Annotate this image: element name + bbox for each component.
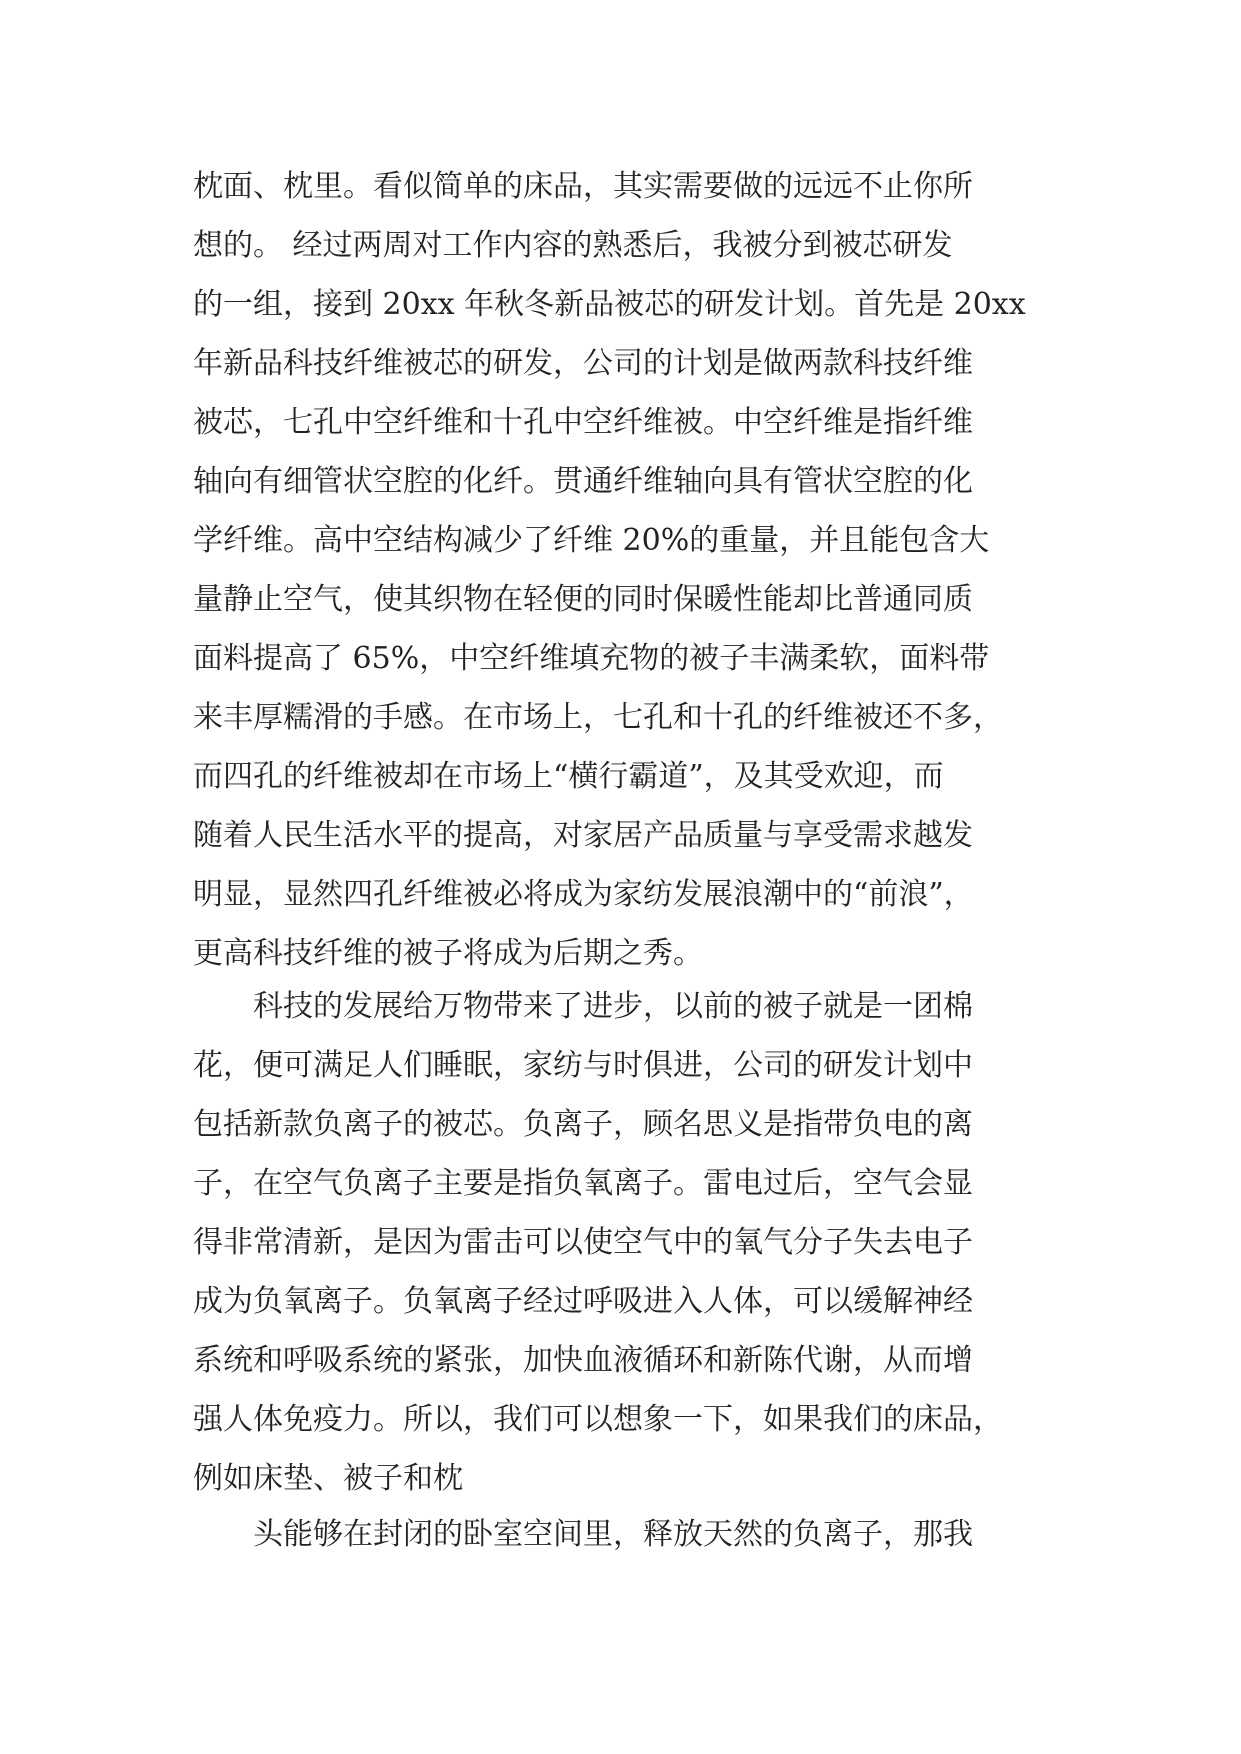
text-line: 子，在空气负离子主要是指负氧离子。雷电过后，空气会显	[193, 1166, 973, 1201]
text-line: 例如床垫、被子和枕	[193, 1461, 463, 1496]
text-line: 被芯，七孔中空纤维和十孔中空纤维被。中空纤维是指纤维	[193, 405, 973, 440]
text-line: 学纤维。高中空结构减少了纤维 20%的重量，并且能包含大	[193, 523, 990, 558]
text-line: 年新品科技纤维被芯的研发，公司的计划是做两款科技纤维	[193, 346, 973, 381]
text-line: 包括新款负离子的被芯。负离子，顾名思义是指带负电的离	[193, 1107, 973, 1142]
text-line: 强人体免疫力。所以，我们可以想象一下，如果我们的床品，	[193, 1402, 1003, 1437]
text-line: 枕面、枕里。看似简单的床品，其实需要做的远远不止你所	[193, 169, 973, 204]
paragraph-3	[193, 1505, 1063, 1564]
text-line: 面料提高了 65%，中空纤维填充物的被子丰满柔软，面料带	[193, 641, 990, 676]
text-line: 更高科技纤维的被子将成为后期之秀。	[193, 936, 703, 971]
text-line: 轴向有细管状空腔的化纤。贯通纤维轴向具有管状空腔的化	[193, 464, 973, 499]
text-line: 成为负氧离子。负氧离子经过呼吸进入人体，可以缓解神经	[193, 1284, 973, 1319]
text-line: 头能够在封闭的卧室空间里，释放天然的负离子，那我	[193, 1517, 973, 1552]
text-line: 科技的发展给万物带来了进步，以前的被子就是一团棉	[193, 989, 973, 1024]
text-line: 量静止空气，使其织物在轻便的同时保暖性能却比普通同质	[193, 582, 973, 617]
text-line: 想的。 经过两周对工作内容的熟悉后，我被分到被芯研发	[193, 228, 953, 263]
text-line: 得非常清新，是因为雷击可以使空气中的氧气分子失去电子	[193, 1225, 973, 1260]
text-line: 的一组，接到 20xx 年秋冬新品被芯的研发计划。首先是 20xx	[193, 287, 1026, 322]
text-line: 来丰厚糯滑的手感。在市场上，七孔和十孔的纤维被还不多，	[193, 700, 1003, 735]
text-line: 明显，显然四孔纤维被必将成为家纺发展浪潮中的“前浪”，	[193, 877, 974, 912]
text-line: 系统和呼吸系统的紧张，加快血液循环和新陈代谢，从而增	[193, 1343, 973, 1378]
paragraph-2	[193, 977, 1063, 1508]
text-line: 而四孔的纤维被却在市场上“横行霸道”，及其受欢迎，而	[193, 759, 944, 794]
paragraph-1	[193, 157, 1063, 983]
text-line: 随着人民生活水平的提高，对家居产品质量与享受需求越发	[193, 818, 973, 853]
text-line: 花，便可满足人们睡眠，家纺与时俱进，公司的研发计划中	[193, 1048, 973, 1083]
